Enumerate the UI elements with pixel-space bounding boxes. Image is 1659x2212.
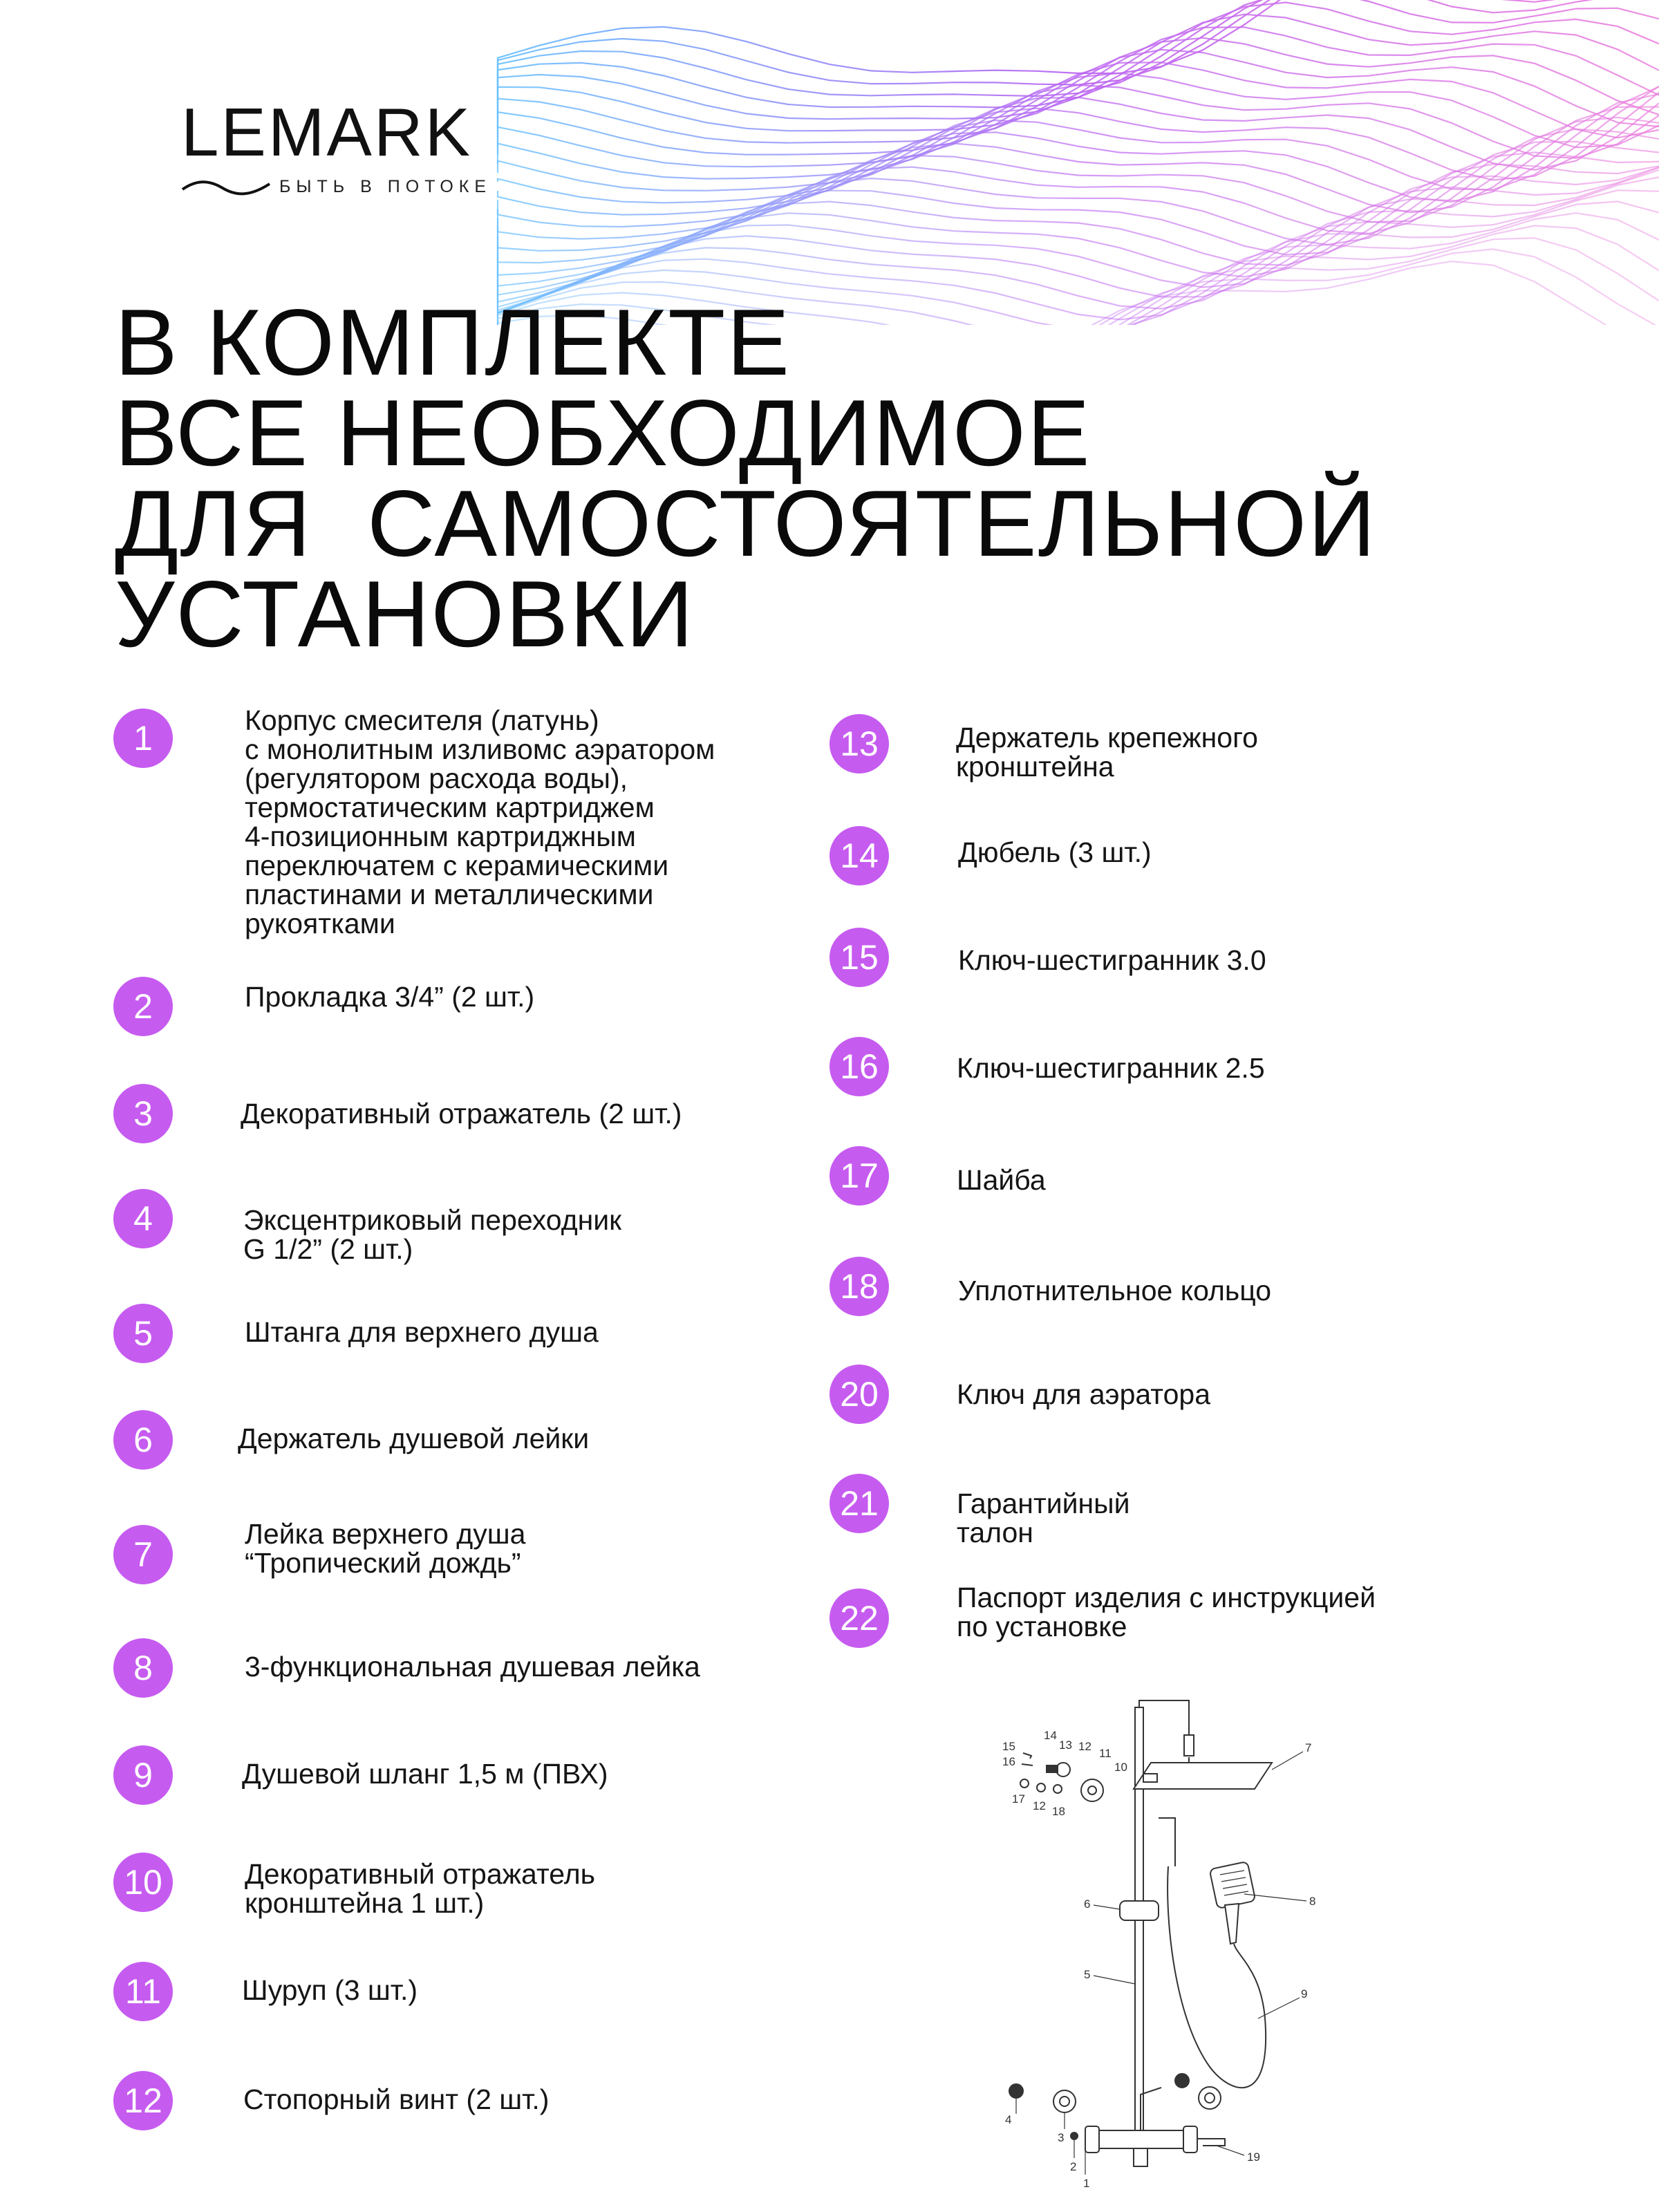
headline-line-3: ДЛЯ САМОСТОЯТЕЛЬНОЙ [115,471,1377,576]
callout-number: 11 [1099,1747,1112,1760]
callout-number: 8 [1309,1895,1316,1908]
assembly-diagram [982,1694,1341,2191]
headline-line-1: В КОМПЛЕКТЕ [115,290,791,395]
callout-number: 9 [1301,1987,1308,2000]
callout-number: 19 [1247,2150,1260,2164]
headline-line-4: УСТАНОВКИ [115,561,695,666]
callout-number: 12 [1078,1740,1091,1753]
callout-number: 13 [1059,1738,1072,1752]
item-label: Ключ для аэратора [957,1378,1210,1410]
item-number-badge: 11 [113,1962,173,2021]
brand-logo [181,94,499,202]
item-number-badge: 4 [113,1189,173,1248]
item-number-badge: 14 [830,826,889,885]
item-label: Паспорт изделия с инструкцией по установке [957,1582,1376,1642]
item-number-badge: 15 [830,928,889,987]
item-number-badge: 13 [830,714,889,774]
holder-shape [1120,1901,1159,1920]
item-number-badge: 3 [113,1084,173,1143]
page-headline [115,290,1566,666]
item-label: Декоративный отражатель (2 шт.) [241,1098,682,1130]
item-label: Ключ-шестигранник 2.5 [957,1052,1265,1084]
item-number-badge: 1 [113,709,173,768]
item-number-badge: 22 [830,1588,889,1648]
callout-number: 18 [1052,1805,1065,1818]
wave-line [498,3,1659,120]
callout-number: 2 [1070,2160,1077,2173]
callout-number: 17 [1012,1792,1025,1806]
item-label: Ключ-шестигранник 3.0 [958,944,1266,976]
item-number-badge: 5 [113,1304,173,1363]
callout-number: 10 [1114,1761,1127,1774]
callout-number: 5 [1084,1968,1091,1981]
callout-number: 1 [1083,2177,1090,2190]
item-label: Корпус смесителя (латунь) с монолитным изливомс аэратором (регулятором расхода воды), термостатическим картриджем 4-позиционным картриджным переключатем с керамическими пластинами и металлическими рукоятками [245,704,715,939]
item-label: Дюбель (3 шт.) [958,836,1152,868]
item-number-badge: 17 [830,1146,889,1206]
item-number-badge: 21 [830,1474,889,1533]
wave-logo-icon [181,177,271,198]
item-label: Держатель крепежного кронштейна [956,722,1258,782]
item-number-badge: 9 [113,1745,173,1805]
item-label: Шуруп (3 шт.) [242,1974,418,2006]
shower-arm-shape [1139,1700,1189,1735]
callout-number: 7 [1305,1741,1312,1754]
item-number-badge: 2 [113,977,173,1036]
item-number-badge: 18 [830,1257,889,1316]
wave-line [498,50,1659,167]
headline-line-2: ВСЕ НЕОБХОДИМОЕ [115,380,1091,485]
brand-name: LEMARK [181,94,473,170]
item-label: Душевой шланг 1,5 м (ПВХ) [242,1758,608,1790]
shower-bar-shape [1135,1707,1143,2150]
item-label: Эксцентриковый переходник G 1/2” (2 шт.) [243,1204,622,1265]
callout-number: 4 [1005,2113,1012,2126]
wave-line [498,86,1659,250]
callout-number: 14 [1044,1729,1057,1742]
brand-tagline: БЫТЬ В ПОТОКЕ [279,177,492,196]
callout-number: 6 [1084,1897,1091,1911]
item-label: Уплотнительное кольцо [958,1275,1272,1306]
item-number-badge: 20 [830,1365,889,1424]
wave-line [498,85,1659,203]
item-label: Декоративный отражатель кронштейна 1 шт.) [245,1858,595,1919]
item-number-badge: 10 [113,1853,173,1912]
item-label: Лейка верхнего душа “Тропический дождь” [245,1518,526,1579]
item-number-badge: 12 [113,2071,173,2130]
item-label: Стопорный винт (2 шт.) [243,2083,550,2115]
callout-number: 15 [1002,1740,1015,1753]
callout-number: 12 [1033,1799,1046,1812]
item-number-badge: 7 [113,1525,173,1584]
callout-number: 3 [1058,2131,1065,2144]
item-label: Шайба [957,1164,1046,1196]
hand-shower-shape [1210,1862,1256,1944]
item-number-badge: 6 [113,1410,173,1470]
item-label: 3-функциональная душевая лейка [245,1651,700,1683]
item-label: Держатель душевой лейки [238,1423,590,1454]
item-label: Гарантийный талон [957,1488,1130,1548]
item-label: Штанга для верхнего душа [245,1316,599,1348]
item-label: Прокладка 3/4” (2 шт.) [245,981,535,1013]
item-number-badge: 16 [830,1037,889,1096]
item-number-badge: 8 [113,1638,173,1698]
callout-number: 16 [1002,1755,1015,1768]
